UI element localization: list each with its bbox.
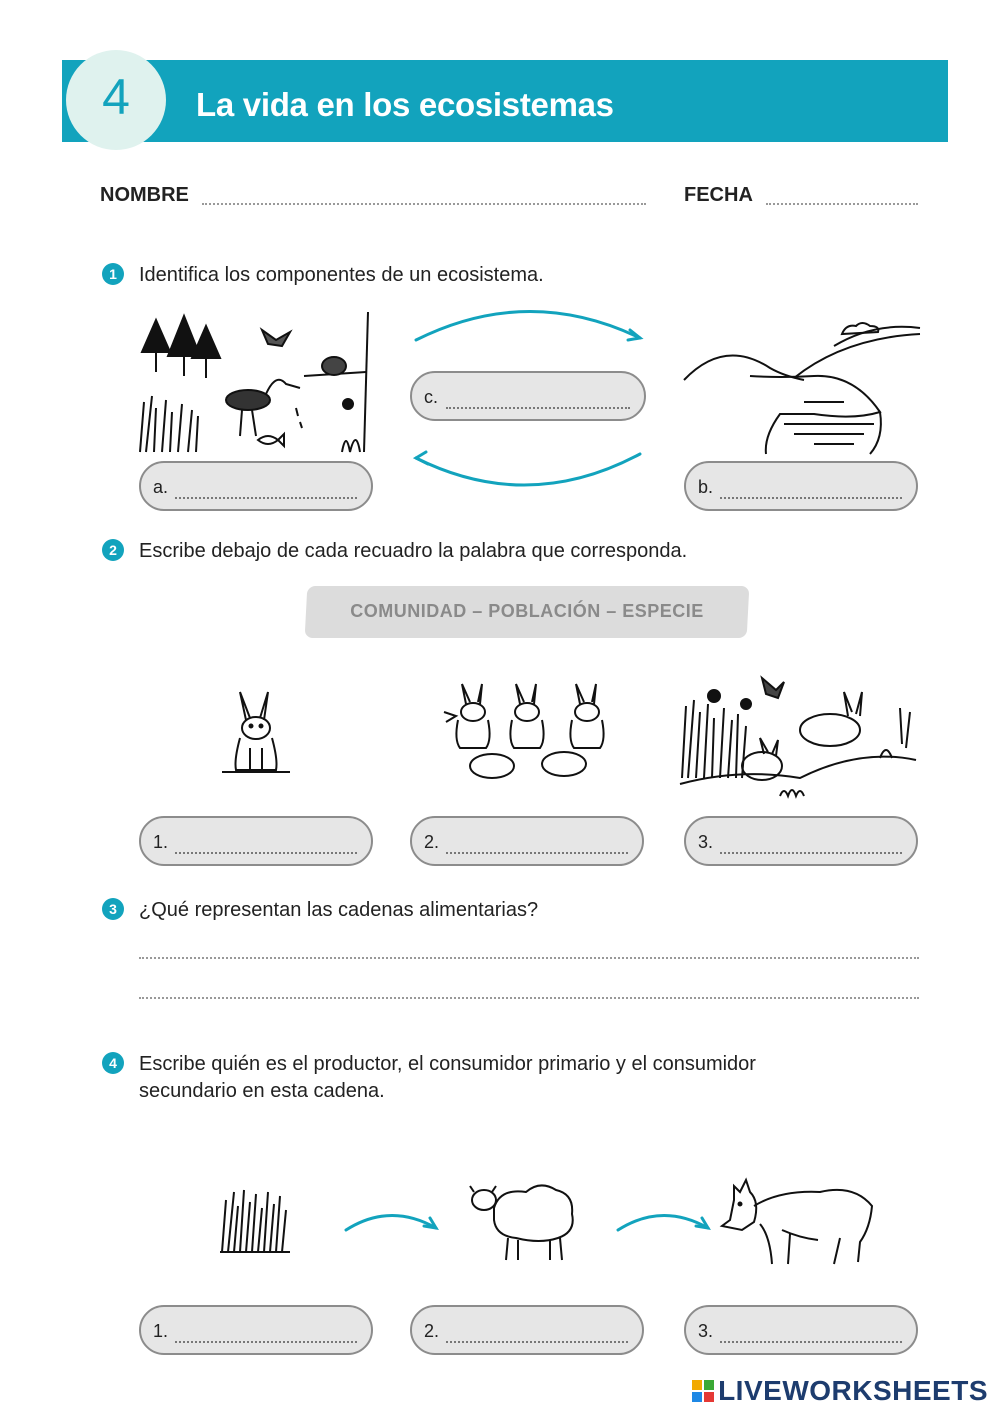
liveworksheets-brand[interactable]: LIVEWORKSHEETS [718,1375,988,1406]
chain-arrow-2-icon [616,1206,712,1236]
question-1-number: 1 [102,263,124,285]
answer-field-b[interactable]: b. [684,461,918,511]
wolf-illustration [720,1176,876,1270]
unit-number: 4 [102,69,130,125]
name-label: NOMBRE [100,184,189,206]
answer-field-4-3[interactable]: 3. [684,1305,918,1355]
name-field[interactable] [202,203,646,205]
question-2-text: Escribe debajo de cada recuadro la palabra que corresponda. [139,540,688,562]
page-title: La vida en los ecosistemas [196,86,614,123]
liveworksheets-logo-icon [692,1380,714,1402]
answer-field-a[interactable]: a. [139,461,373,511]
question-3-text: ¿Qué representan las cadenas alimentarias? [139,899,539,921]
answer-field-2-3[interactable]: 3. [684,816,918,866]
chain-arrow-1-icon [344,1206,440,1236]
single-rabbit-illustration [220,690,292,776]
answer-field-2-1[interactable]: 1. [139,816,373,866]
grass-illustration [220,1186,292,1256]
living-beings-illustration [136,312,372,457]
answer-field-2-2[interactable]: 2. [410,816,644,866]
question-1-text: Identifica los componentes de un ecosistema. [139,264,544,286]
community-illustration [680,668,918,804]
answer-field-c[interactable]: c. [410,371,646,421]
word-bank-text: COMUNIDAD – POBLACIÓN – ESPECIE [350,601,704,621]
question-4-text-line-1: Escribe quién es el productor, el consumidor primario y el consumidor [139,1053,756,1075]
rabbit-population-illustration [442,682,618,782]
answer-line-2[interactable] [139,997,919,999]
answer-field-4-1[interactable]: 1. [139,1305,373,1355]
question-4-number: 4 [102,1052,124,1074]
date-label: FECHA [684,184,753,206]
question-2-number: 2 [102,539,124,561]
question-3-number: 3 [102,898,124,920]
question-4-text-line-2: secundario en esta cadena. [139,1080,385,1102]
answer-field-4-2[interactable]: 2. [410,1305,644,1355]
landscape-illustration [684,318,920,454]
arrow-right-icon [416,311,640,340]
sheep-illustration [470,1180,576,1262]
arrow-left-icon [416,454,640,485]
answer-line-1[interactable] [139,957,919,959]
date-field[interactable] [766,203,918,205]
